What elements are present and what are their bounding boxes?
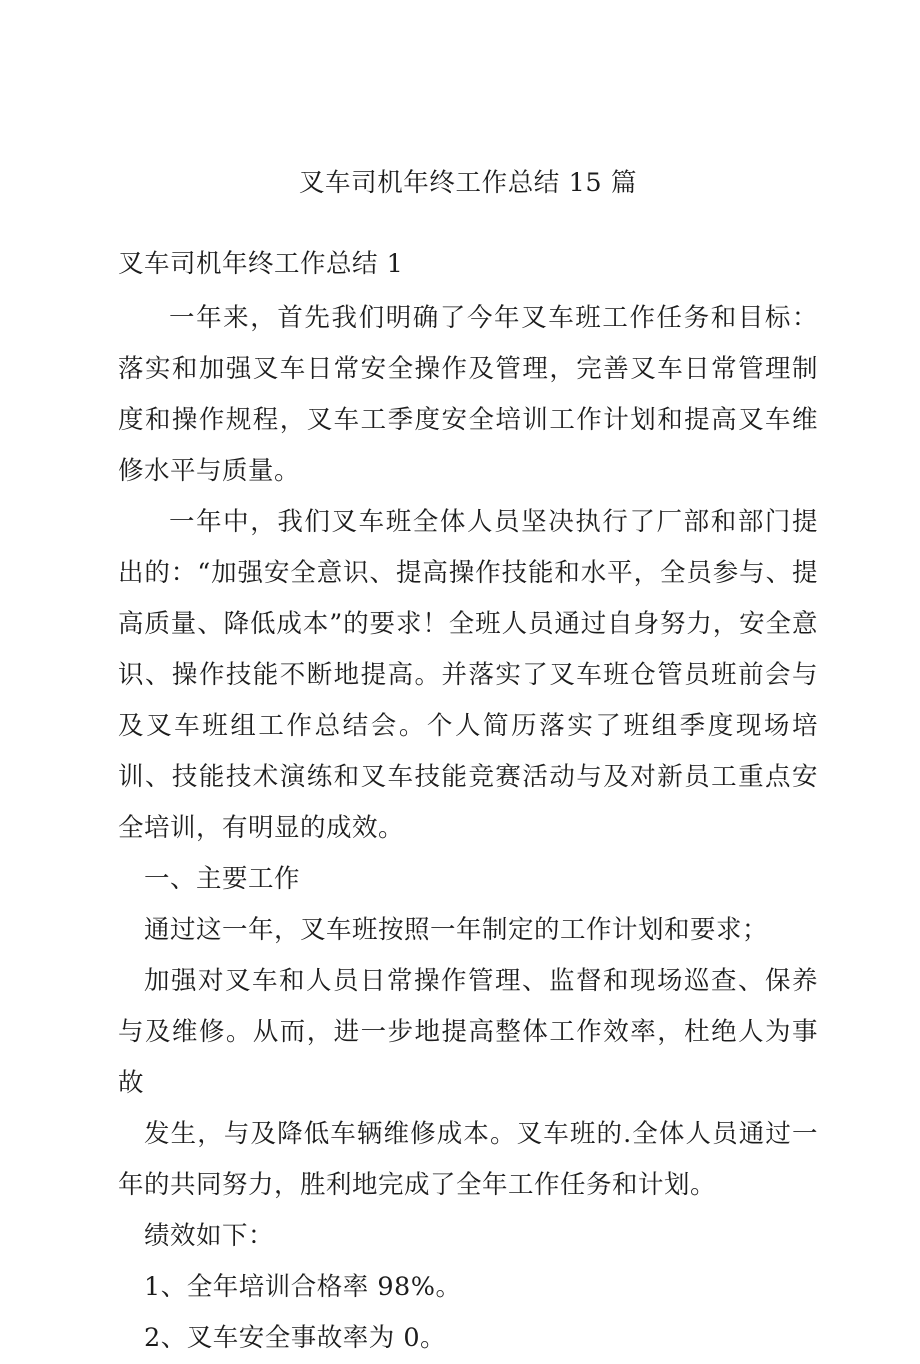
- section-heading-main-work: 一、主要工作: [144, 864, 301, 894]
- paragraph-1: 一年来，首先我们明确了今年叉车班工作任务和目标：落实和加强叉车日常安全操作及管理，完善叉车日常管理制度和操作规程，叉车工季度安全培训工作计划和提高叉车维修水平与质量。: [118, 303, 818, 486]
- document-title: 叉车司机年终工作总结 15 篇: [298, 168, 638, 198]
- section-paragraph-3: 发生，与及降低车辆维修成本。叉车班的.全体人员通过一年的共同努力，胜利地完成了全年工作任务和计划。: [118, 1119, 818, 1200]
- section-paragraph-2: 加强对叉车和人员日常操作管理、监督和现场巡查、保养与及维修。从而，进一步地提高整体工作效率，杜绝人为事故: [118, 966, 818, 1098]
- paragraph-2: 一年中，我们叉车班全体人员坚决执行了厂部和部门提出的：“加强安全意识、提高操作技能和水平，全员参与、提高质量、降低成本”的要求！全班人员通过自身努力，安全意识、操作技能不断地提高。并落实了叉车班仓管员班前会与及叉车班组工作总结会。个人简历落实了班组季度现场培训、技能技术演练和叉车技能竞赛活动与及对新员工重点安全培训，有明显的成效。: [118, 507, 818, 843]
- results-item-1: 1、全年培训合格率 98%。: [144, 1272, 462, 1302]
- results-label: 绩效如下：: [144, 1221, 275, 1251]
- results-item-2: 2、叉车安全事故率为 0。: [144, 1323, 447, 1353]
- section-paragraph-1: 通过这一年，叉车班按照一年制定的工作计划和要求；: [144, 915, 769, 945]
- document-body: [118, 158, 818, 1364]
- document-subtitle: 叉车司机年终工作总结 1: [118, 249, 404, 279]
